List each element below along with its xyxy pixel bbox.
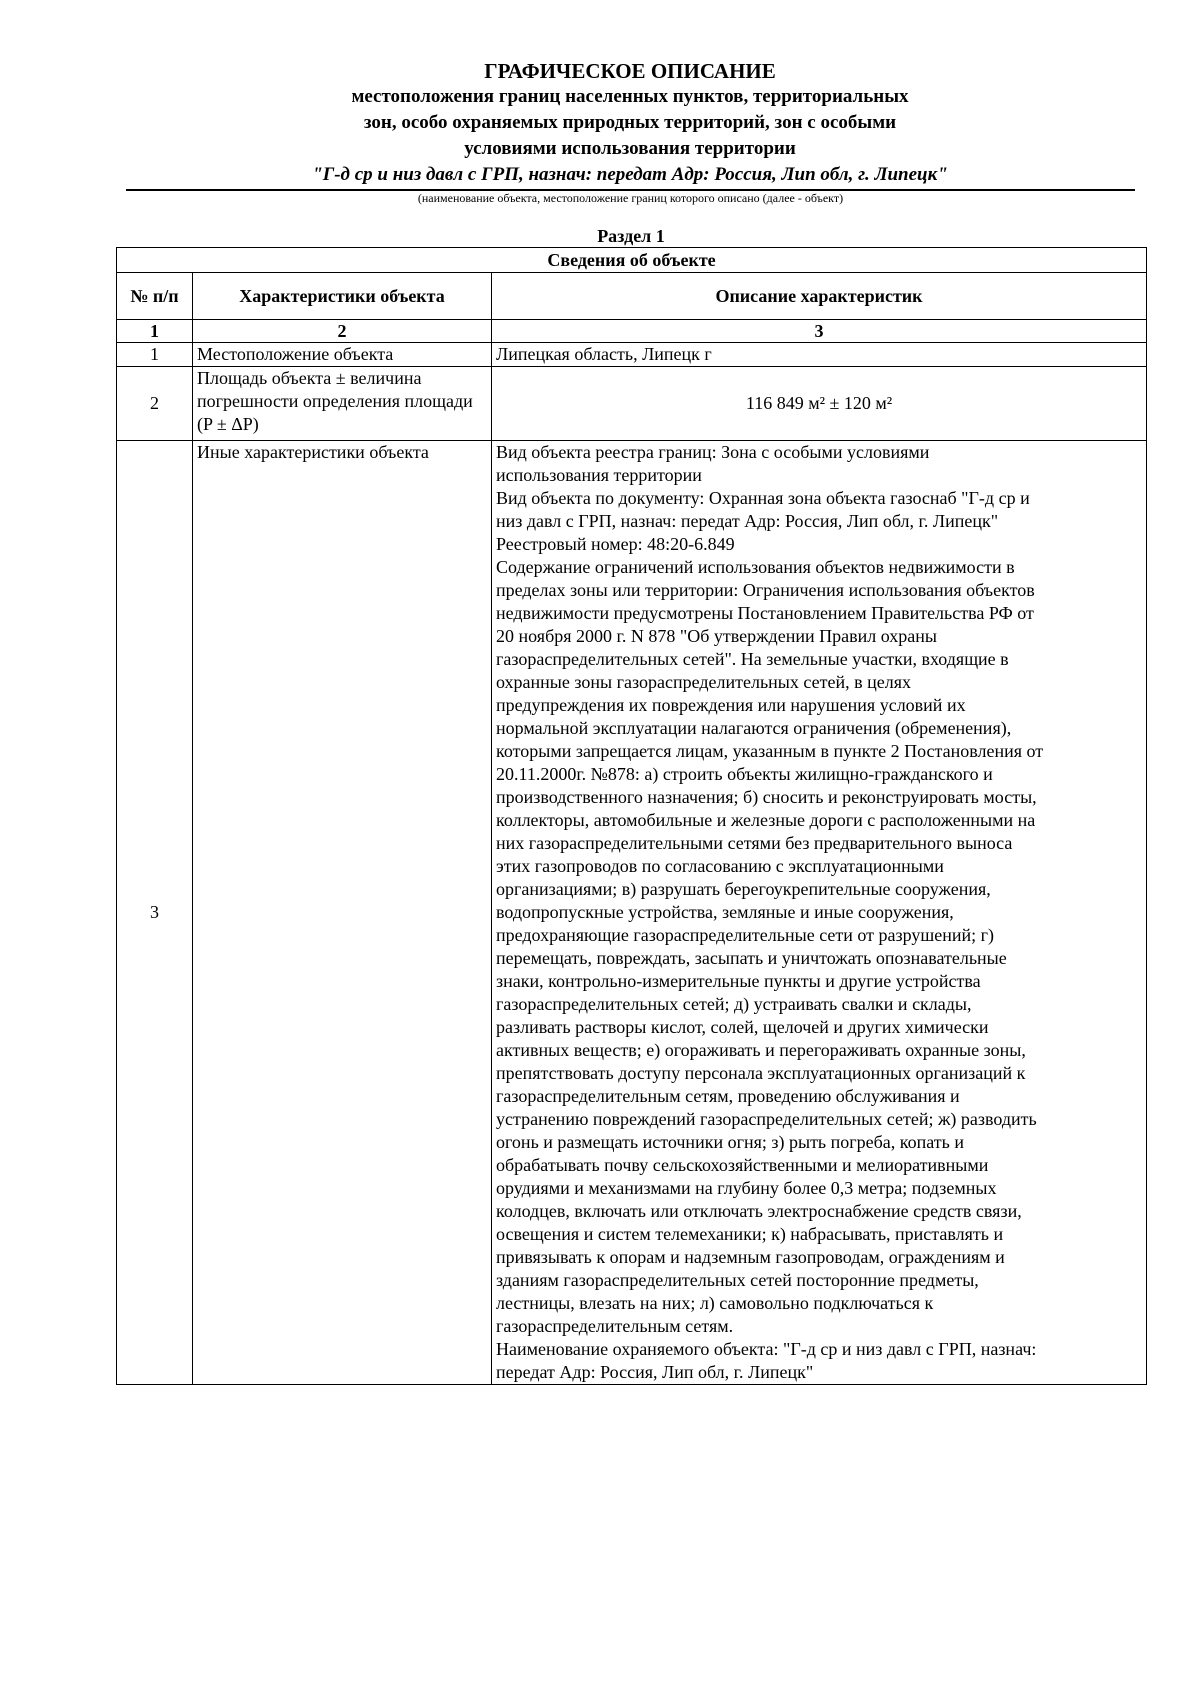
description-line: Наименование охраняемого объекта: "Г-д ср и низ давл с ГРП, назнач: bbox=[496, 1339, 1037, 1359]
description-line: перемещать, повреждать, засыпать и уничтожать опознавательные bbox=[496, 948, 1007, 968]
row-description bbox=[492, 441, 1147, 1385]
column-number: 3 bbox=[492, 320, 1147, 343]
row-number: 2 bbox=[117, 367, 193, 441]
description-line: передат Адр: Россия, Лип обл, г. Липецк" bbox=[496, 1362, 814, 1382]
description-line: газораспределительных сетей; д) устраивать свалки и склады, bbox=[496, 994, 972, 1014]
description-line: разливать растворы кислот, солей, щелочей и других химически bbox=[496, 1017, 989, 1037]
description-line: 20.11.2000г. №878: а) строить объекты жилищно-гражданского и bbox=[496, 764, 993, 784]
document-header bbox=[120, 58, 1140, 187]
description-line: зданиям газораспределительных сетей посторонние предметы, bbox=[496, 1270, 979, 1290]
description-line: использования территории bbox=[496, 465, 702, 485]
description-line: привязывать к опорам и надземным газопроводам, ограждениям и bbox=[496, 1247, 1005, 1267]
description-line: пределах зоны или территории: Ограничения использования объектов bbox=[496, 580, 1035, 600]
document-subtitle-line: местоположения границ населенных пунктов, территориальных bbox=[351, 86, 909, 107]
object-caption: (наименование объекта, местоположение границ которого описано (далее - объект) bbox=[417, 191, 844, 205]
description-line: активных веществ; е) огораживать и перегораживать охранные зоны, bbox=[496, 1040, 1026, 1060]
description-line: Содержание ограничений использования объектов недвижимости в bbox=[496, 557, 1015, 577]
document-subtitle-line: условиями использования территории bbox=[464, 138, 796, 159]
document-subtitle-line: зон, особо охраняемых природных территорий, зон с особыми bbox=[363, 112, 897, 133]
description-line: знаки, контрольно-измерительные пункты и другие устройства bbox=[496, 971, 981, 991]
object-info-table bbox=[116, 247, 1147, 1385]
object-name: "Г-д ср и низ давл с ГРП, назнач: передат Адр: Россия, Лип обл, г. Липецк" bbox=[312, 164, 948, 185]
description-line: нормальной эксплуатации налагаются ограничения (обременения), bbox=[496, 718, 1012, 738]
description-line: них газораспределительными сетями без предварительного выноса bbox=[496, 833, 1013, 853]
section-title: Раздел 1 bbox=[597, 226, 665, 246]
description-line: водопропускные устройства, земляные и иные сооружения, bbox=[496, 902, 954, 922]
description-line: устранению повреждений газораспределительных сетей; ж) разводить bbox=[496, 1109, 1037, 1129]
table-row bbox=[117, 441, 1147, 1385]
description-line: огонь и размещать источники огня; з) рыть погреба, копать и bbox=[496, 1132, 964, 1152]
description-line: газораспределительных сетей". На земельные участки, входящие в bbox=[496, 649, 1009, 669]
description-line: недвижимости предусмотрены Постановлением Правительства РФ от bbox=[496, 603, 1034, 623]
row-characteristic: Площадь объекта ± величина погрешности определения площади (P ± ΔP) bbox=[193, 367, 492, 441]
column-number: 2 bbox=[193, 320, 492, 343]
row-number: 3 bbox=[117, 441, 193, 1385]
description-line: предупреждения их повреждения или нарушения условий их bbox=[496, 695, 966, 715]
description-line: Вид объекта реестра границ: Зона с особыми условиями bbox=[496, 442, 930, 462]
table-row bbox=[117, 343, 1147, 367]
description-line: газораспределительным сетям. bbox=[496, 1316, 734, 1336]
description-line: низ давл с ГРП, назнач: передат Адр: Россия, Лип обл, г. Липецк" bbox=[496, 511, 999, 531]
description-line: колодцев, включать или отключать электроснабжение средств связи, bbox=[496, 1201, 1022, 1221]
row-characteristic: Местоположение объекта bbox=[193, 343, 492, 367]
description-line: которыми запрещается лицам, указанным в пункте 2 Постановления от bbox=[496, 741, 1044, 761]
column-number: 1 bbox=[117, 320, 193, 343]
description-line: обрабатывать почву сельскохозяйственными и мелиоративными bbox=[496, 1155, 989, 1175]
description-line: организациями; в) разрушать берегоукрепительные сооружения, bbox=[496, 879, 991, 899]
description-line: предохраняющие газораспределительные сети от разрушений; г) bbox=[496, 925, 995, 945]
description-line: препятствовать доступу персонала эксплуатационных организаций к bbox=[496, 1063, 1026, 1083]
column-header-description: Описание характеристик bbox=[492, 273, 1147, 320]
description-line: коллекторы, автомобильные и железные дороги с расположенными на bbox=[496, 810, 1036, 830]
description-line: 20 ноября 2000 г. N 878 "Об утверждении Правил охраны bbox=[496, 626, 937, 646]
row-characteristic: Иные характеристики объекта bbox=[193, 441, 492, 1385]
description-line: этих газопроводов по согласованию с эксплуатационными bbox=[496, 856, 944, 876]
document-title: ГРАФИЧЕСКОЕ ОПИСАНИЕ bbox=[484, 59, 776, 83]
row-number: 1 bbox=[117, 343, 193, 367]
row-description: 116 849 м² ± 120 м² bbox=[492, 367, 1147, 441]
description-line: освещения и систем телемеханики; к) набрасывать, приставлять и bbox=[496, 1224, 1004, 1244]
table-row bbox=[117, 367, 1147, 441]
description-line: охранные зоны газораспределительных сетей, в целях bbox=[496, 672, 911, 692]
description-line: Вид объекта по документу: Охранная зона объекта газоснаб "Г-д ср и bbox=[496, 488, 1030, 508]
description-line: производственного назначения; б) сносить и реконструировать мосты, bbox=[496, 787, 1037, 807]
table-title: Сведения об объекте bbox=[117, 248, 1147, 273]
description-line: орудиями и механизмами на глубину более 0,3 метра; подземных bbox=[496, 1178, 997, 1198]
description-line: лестницы, влезать на них; л) самовольно подключаться к bbox=[496, 1293, 934, 1313]
column-header-num: № п/п bbox=[117, 273, 193, 320]
description-line: Реестровый номер: 48:20-6.849 bbox=[496, 534, 735, 554]
description-line: газораспределительным сетям, проведению обслуживания и bbox=[496, 1086, 960, 1106]
column-header-characteristics: Характеристики объекта bbox=[193, 273, 492, 320]
row-description: Липецкая область, Липецк г bbox=[492, 343, 1147, 367]
